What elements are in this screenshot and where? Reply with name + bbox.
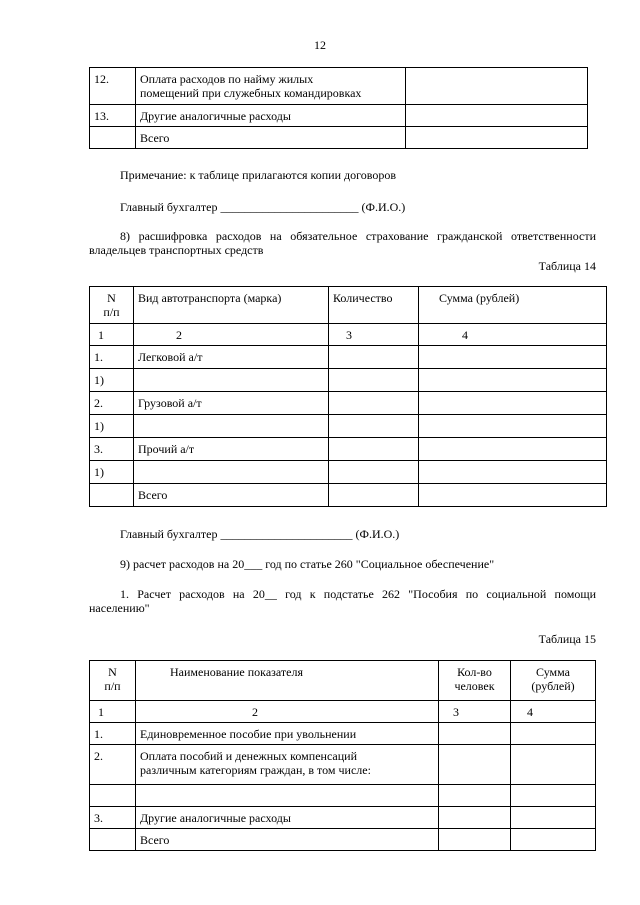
- row-name: Единовременное пособие при увольнении: [136, 723, 439, 745]
- table-row: [90, 392, 607, 415]
- row-sum: [419, 415, 607, 438]
- row-number: 3.: [90, 438, 134, 461]
- table-14-caption: Таблица 14: [538, 259, 596, 273]
- row-value: [406, 68, 588, 105]
- header-num-line: п/п: [103, 305, 120, 319]
- header-sum-line: (рублей): [531, 679, 575, 693]
- table-row: [90, 438, 607, 461]
- row-sum: [419, 438, 607, 461]
- header-num-line: п/п: [104, 679, 121, 693]
- row-qty: [329, 438, 419, 461]
- row-number: 1): [90, 461, 134, 484]
- row-name: Всего: [136, 829, 439, 851]
- row-number: 12.: [90, 68, 136, 105]
- subsection-1-line-2: населению": [89, 601, 150, 615]
- row-name: [136, 745, 439, 785]
- row-number: [90, 484, 134, 507]
- row-people: [439, 807, 511, 829]
- row-qty: [329, 484, 419, 507]
- table-row: [90, 68, 588, 105]
- row-number: 1): [90, 415, 134, 438]
- header-sum: [511, 661, 596, 701]
- row-number: 2.: [90, 745, 136, 785]
- signature-line: _______________________: [220, 200, 359, 214]
- row-number: 13.: [90, 105, 136, 127]
- table-15: [89, 660, 596, 851]
- index-cell: 3: [439, 701, 511, 723]
- table-row: [90, 785, 596, 807]
- row-sum: [419, 369, 607, 392]
- signature-block: [120, 200, 405, 214]
- index-cell: 2: [136, 701, 439, 723]
- row-people: [439, 785, 511, 807]
- header-people: [439, 661, 511, 701]
- table-index-row: [90, 324, 607, 346]
- row-number: [90, 829, 136, 851]
- section-8-line-1: 8) расшифровка расходов на обязательное страхование гражданской ответственности: [120, 229, 596, 243]
- row-qty: [329, 415, 419, 438]
- row-name-line: помещений при служебных командировках: [140, 86, 362, 100]
- header-num: [90, 287, 134, 324]
- row-qty: [329, 392, 419, 415]
- index-cell: 2: [134, 324, 329, 346]
- table-header-row: [90, 287, 607, 324]
- signature-label: Главный бухгалтер: [120, 200, 218, 214]
- row-number: 2.: [90, 392, 134, 415]
- row-name: Другие аналогичные расходы: [136, 105, 406, 127]
- table-row: [90, 745, 596, 785]
- signature-label: Главный бухгалтер: [120, 527, 218, 541]
- row-sum: [511, 829, 596, 851]
- header-type: Вид автотранспорта (марка): [134, 287, 329, 324]
- row-value: [406, 127, 588, 149]
- row-number: [90, 127, 136, 149]
- signature-block: [120, 527, 399, 541]
- header-sum: Сумма (рублей): [419, 287, 607, 324]
- table-row-total: [90, 127, 588, 149]
- index-cell: 4: [511, 701, 596, 723]
- row-sum: [511, 785, 596, 807]
- signature-fio: (Ф.И.О.): [361, 200, 406, 214]
- row-qty: [329, 369, 419, 392]
- row-name-line: Оплата расходов по найму жилых: [140, 72, 314, 86]
- section-8-heading: [89, 229, 596, 257]
- row-sum: [419, 346, 607, 369]
- row-sum: [511, 723, 596, 745]
- row-sum: [511, 745, 596, 785]
- table-header-row: [90, 661, 596, 701]
- table-row: [90, 807, 596, 829]
- row-people: [439, 745, 511, 785]
- table-15-caption: Таблица 15: [538, 632, 596, 646]
- signature-fio: (Ф.И.О.): [355, 527, 400, 541]
- index-cell: 3: [329, 324, 419, 346]
- row-name-line: Оплата пособий и денежных компенсаций: [140, 749, 358, 763]
- section-9-heading: 9) расчет расходов на 20___ год по статье 260 "Социальное обеспечение": [120, 557, 495, 571]
- row-people: [439, 723, 511, 745]
- table-13-continuation: [89, 67, 588, 149]
- row-type: Грузовой а/т: [134, 392, 329, 415]
- table-row-total: [90, 829, 596, 851]
- table-14: [89, 286, 607, 507]
- signature-line: ______________________: [220, 527, 353, 541]
- row-name: [136, 68, 406, 105]
- row-name: Всего: [136, 127, 406, 149]
- row-type: Легковой а/т: [134, 346, 329, 369]
- header-num-line: N: [108, 665, 117, 679]
- subsection-1-heading: [89, 587, 596, 615]
- header-num: [90, 661, 136, 701]
- row-number: 1.: [90, 346, 134, 369]
- table-row: [90, 369, 607, 392]
- section-8-line-2: владельцев транспортных средств: [89, 243, 264, 257]
- row-number: 1.: [90, 723, 136, 745]
- table-index-row: [90, 701, 596, 723]
- row-name-line: различным категориям граждан, в том числе:: [140, 763, 371, 777]
- header-qty: Количество: [329, 287, 419, 324]
- table-row: [90, 105, 588, 127]
- index-cell: 4: [419, 324, 607, 346]
- row-type: Прочий а/т: [134, 438, 329, 461]
- row-number: 1): [90, 369, 134, 392]
- header-sum-line: Сумма: [536, 665, 570, 679]
- row-sum: [419, 392, 607, 415]
- header-name: Наименование показателя: [136, 661, 439, 701]
- row-number: 3.: [90, 807, 136, 829]
- row-sum: [419, 484, 607, 507]
- table-note: Примечание: к таблице прилагаются копии договоров: [120, 168, 396, 182]
- row-type: Всего: [134, 484, 329, 507]
- row-qty: [329, 346, 419, 369]
- row-people: [439, 829, 511, 851]
- table-row: [90, 415, 607, 438]
- row-name: [136, 785, 439, 807]
- table-row: [90, 346, 607, 369]
- table-row: [90, 723, 596, 745]
- table-row: [90, 461, 607, 484]
- row-value: [406, 105, 588, 127]
- row-qty: [329, 461, 419, 484]
- row-type: [134, 461, 329, 484]
- header-num-line: N: [107, 291, 116, 305]
- header-people-line: человек: [454, 679, 495, 693]
- row-type: [134, 415, 329, 438]
- row-number: [90, 785, 136, 807]
- page-number: 12: [314, 38, 326, 52]
- table-row-total: [90, 484, 607, 507]
- index-cell: 1: [90, 324, 134, 346]
- row-sum: [419, 461, 607, 484]
- header-people-line: Кол-во: [457, 665, 492, 679]
- row-sum: [511, 807, 596, 829]
- subsection-1-line-1: 1. Расчет расходов на 20__ год к подстатье 262 "Пособия по социальной помощи: [120, 587, 596, 601]
- index-cell: 1: [90, 701, 136, 723]
- row-name: Другие аналогичные расходы: [136, 807, 439, 829]
- row-type: [134, 369, 329, 392]
